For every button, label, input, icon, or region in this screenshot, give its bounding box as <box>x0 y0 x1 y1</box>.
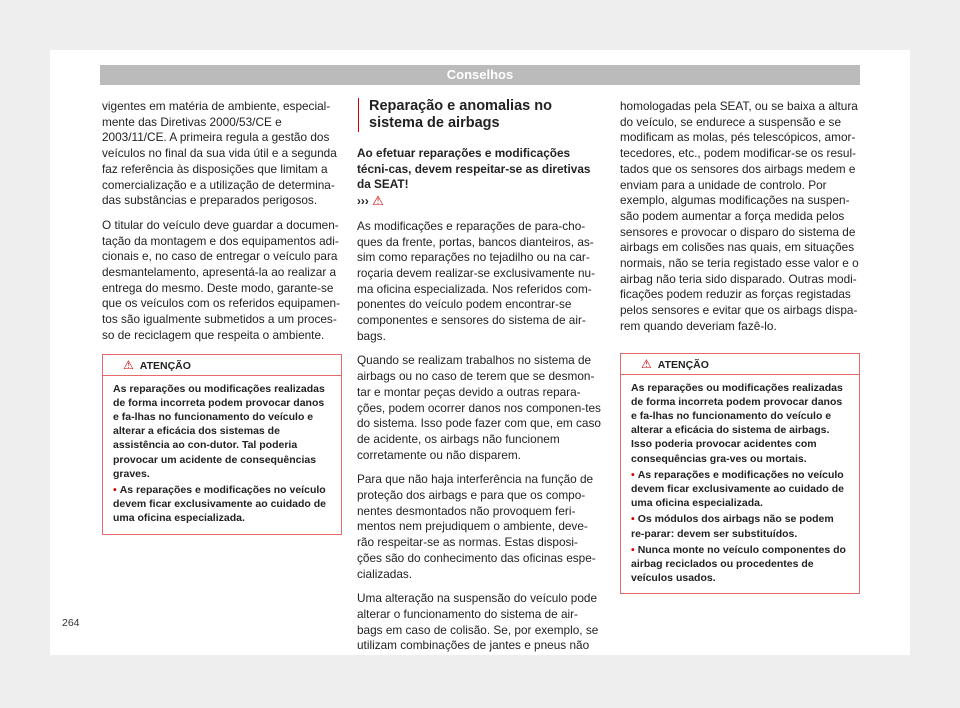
bullet-icon: • <box>113 483 117 496</box>
warning-bullet <box>631 512 849 540</box>
bullet-icon: • <box>631 468 635 481</box>
warning-title: ATENÇÃO <box>139 359 191 372</box>
warning-body <box>621 375 859 594</box>
page-number: 264 <box>62 617 80 629</box>
warning-icon: ⚠ <box>123 357 134 372</box>
paragraph: Quando se realizam trabalhos no sistema de airbags ou no caso de terem que se desmon-tar e montar peças devido a outras repara-ções, podem ocorrer danos nos componen-tes do sistema. Isso pode fazer com que, em caso de acidente, os airbags não funcionem corretamente ou não disparem. <box>357 353 601 462</box>
paragraph: vigentes em matéria de ambiente, especial-mente das Diretivas 2000/53/CE e 2003/11/CE. A primeira regula a gestão dos veículos no final da sua vida útil e a segunda faz referência às disposições que limitam a comercialização e a utilização de determina-das substâncias e preparados perigosos. <box>102 99 337 208</box>
warning-text: As reparações ou modificações realizadas de forma incorreta podem provocar danos e fa-lhas no funcionamento do veículo e alterar a eficácia do sistema de airbags. Isso poderia provocar acidentes com consequências gra-ves ou mortais. <box>631 381 843 465</box>
warning-bullet <box>113 483 331 526</box>
column-left <box>102 99 342 535</box>
warning-body <box>103 376 341 534</box>
page-header: Conselhos <box>100 65 860 85</box>
paragraph: Uma alteração na suspensão do veículo pode alterar o funcionamento do sistema de air-bags em caso de colisão. Se, por exemplo, se utilizam combinações de jantes e pneus não <box>357 591 599 653</box>
paragraph: Para que não haja interferência na função de proteção dos airbags e para que os compo-nentes desmontados não provoquem feri-mentos nem prejudiquem o ambiente, deve-rão respeitar-se as normas. Estas disposi-ções são do conhecimento das oficinas espe-cializadas. <box>357 472 596 581</box>
warning-box <box>620 353 860 595</box>
paragraph: homologadas pela SEAT, ou se baixa a altura do veículo, se endurece a suspensão e se modificam as molas, pés telescópicos, amor-tecedores, etc., podem modificar-se os resul-tados que os sensores dos airbags medem e enviam para a unidade de controlo. Por exemplo, algumas modificações na suspen-são podem aumentar a força medida pelos sensores e provocar o disparo do sistema de airbags em colisões nas quais, em situações normais, não se teria registado esse valor e o airbag não teria sido disparado. Outras modi-ficações podem reduzir as forças registadas pelos sensores e evitar que os airbags dispa-rem quando deveriam fazê-lo. <box>620 99 859 333</box>
intro-text <box>357 146 601 210</box>
section-title: Reparação e anomalias no sistema de airbags <box>358 98 601 132</box>
intro-bold: Ao efetuar reparações e modificações técni-cas, devem respeitar-se as diretivas da SEAT! <box>357 146 591 192</box>
paragraph: As modificações e reparações de para-cho-ques da frente, portas, bancos dianteiros, as-sim como reparações no tejadilho ou na car-roçaria devem realizar-se exclusivamente nu-ma oficina especializada. Nos referidos com-ponentes do veículo podem encontrar-se componentes e sensores do sistema de air-bags. <box>357 218 595 343</box>
warning-header <box>103 355 341 376</box>
warning-bullet <box>631 543 849 586</box>
paragraph: O titular do veículo deve guardar a documen-tação da montagem e dos equipamentos adi-cionais e, no caso de entregar o veículo para desmantelamento, apresentá-la ao realizar a entrega do mesmo. Deste modo, garante-se que os veículos com os referidos equipamen-tos são igualmente submetidos a um proces-so de reciclagem que respeita o ambiente. <box>102 217 341 342</box>
cross-reference[interactable]: ››› <box>357 194 369 209</box>
warning-text: As reparações ou modificações realizadas de forma incorreta podem provocar danos e fa-lhas no funcionamento do veículo e alterar a eficácia dos sistemas de assistência ao con-dutor. Tal poderia provocar um acidente de consequências graves. <box>113 382 325 480</box>
column-middle <box>357 98 601 663</box>
warning-bullet-text: As reparações e modificações no veículo devem ficar exclusivamente ao cuidado de uma oficina especializada. <box>631 468 845 510</box>
bullet-icon: • <box>631 543 635 556</box>
column-right <box>620 99 860 594</box>
warning-header <box>621 354 859 375</box>
warning-icon[interactable]: ⚠ <box>372 193 384 209</box>
warning-title: ATENÇÃO <box>657 358 709 371</box>
warning-bullet-text: As reparações e modificações no veículo devem ficar exclusivamente ao cuidado de uma oficina especializada. <box>113 483 327 525</box>
warning-icon: ⚠ <box>641 356 652 371</box>
warning-bullet <box>631 468 849 511</box>
bullet-icon: • <box>631 513 635 526</box>
warning-box <box>102 354 342 535</box>
warning-bullet-text: Nunca monte no veículo componentes do airbag reciclados ou procedentes de veículos usados. <box>631 543 846 585</box>
warning-bullet-text: Os módulos dos airbags não se podem re-parar: devem ser substituídos. <box>631 513 834 540</box>
